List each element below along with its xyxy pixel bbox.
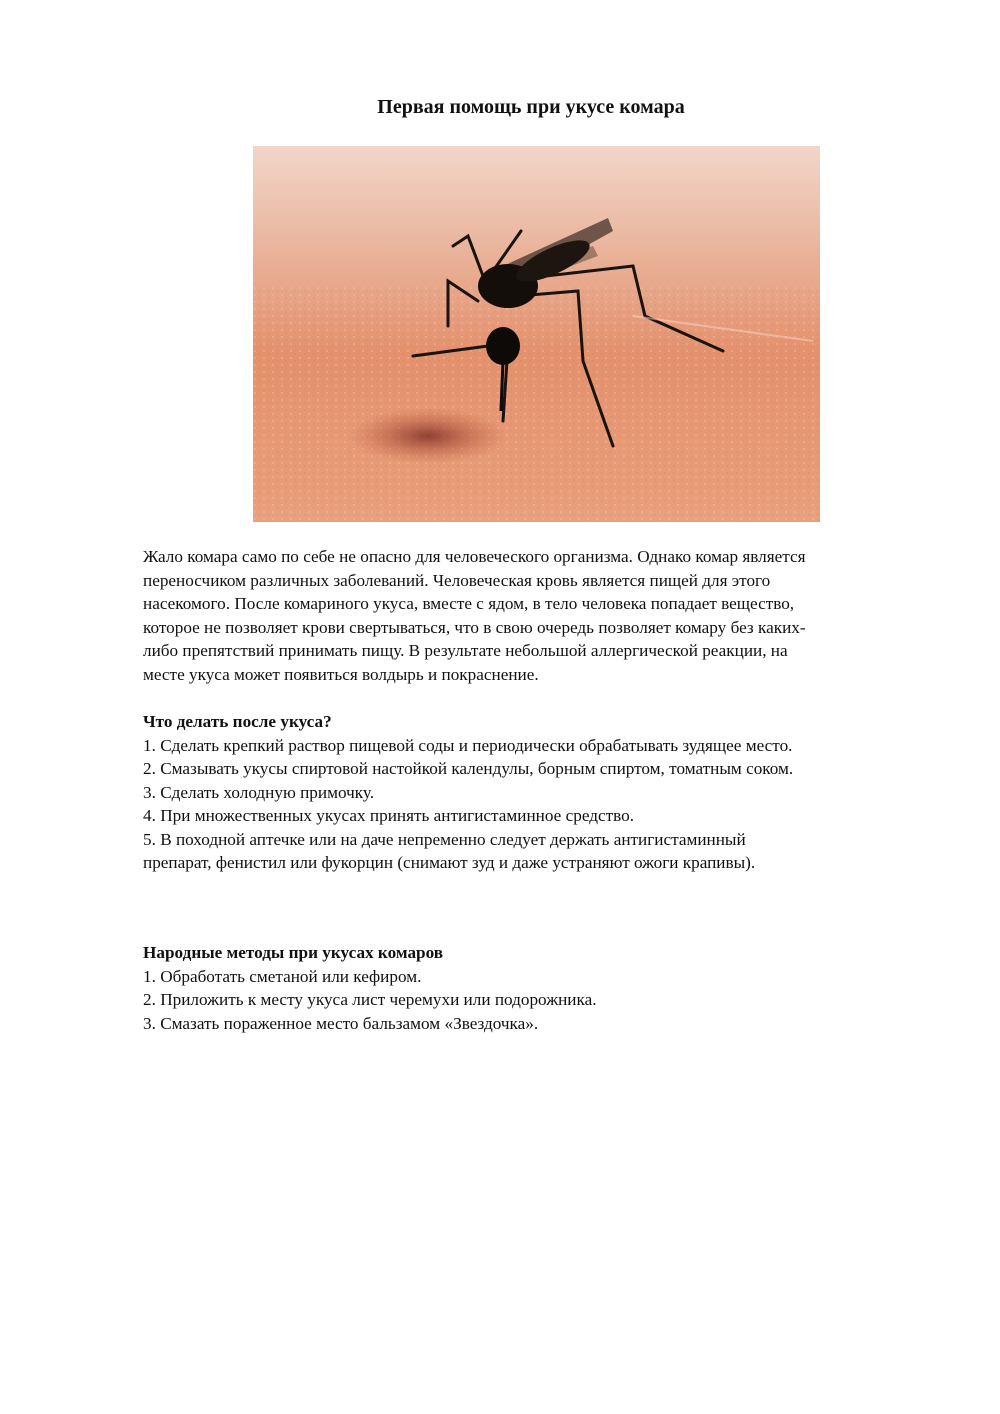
page-title: Первая помощь при укусе комара: [377, 96, 685, 118]
list-item: 5. В походной аптечке или на даче непременно следует держать антигистаминный: [143, 829, 746, 849]
list-item: 3. Сделать холодную примочку.: [143, 782, 375, 802]
section-heading: Что делать после укуса?: [143, 712, 332, 731]
list-item: 3. Смазать пораженное место бальзамом «Звездочка».: [143, 1013, 539, 1033]
intro-line: которое не позволяет крови свертываться, что в свою очередь позволяет комару без каких-: [143, 617, 806, 637]
mosquito-photo: [253, 146, 820, 522]
list-item: 2. Смазывать укусы спиртовой настойкой календулы, борным спиртом, томатным соком.: [143, 759, 794, 778]
mosquito-image: [253, 146, 820, 522]
list-item: 1. Сделать крепкий раствор пищевой соды и периодически обрабатывать зудящее место.: [143, 735, 793, 755]
intro-line: месте укуса может появиться волдырь и покраснение.: [143, 664, 539, 684]
list-item: препарат, фенистил или фукорцин (снимают зуд и даже устраняют ожоги крапивы).: [143, 853, 756, 872]
intro-line: Жало комара само по себе не опасно для человеческого организма. Однако комар является: [143, 547, 806, 566]
intro-paragraph: [143, 545, 943, 686]
intro-line: насекомого. После комариного укуса, вместе с ядом, в тело человека попадает вещество,: [143, 594, 795, 613]
folk-methods-section: [143, 941, 943, 1035]
list-item: 2. Приложить к месту укуса лист черемухи или подорожника.: [143, 990, 597, 1009]
section-heading: Народные методы при укусах комаров: [143, 943, 444, 962]
first-aid-section: [143, 710, 943, 875]
list-item: 1. Обработать сметаной или кефиром.: [143, 966, 422, 986]
intro-line: либо препятствий принимать пищу. В результате небольшой аллергической реакции, на: [143, 641, 788, 660]
list-item: 4. При множественных укусах принять антигистаминное средство.: [143, 806, 635, 825]
intro-line: переносчиком различных заболеваний. Человеческая кровь является пищей для этого: [143, 570, 771, 590]
